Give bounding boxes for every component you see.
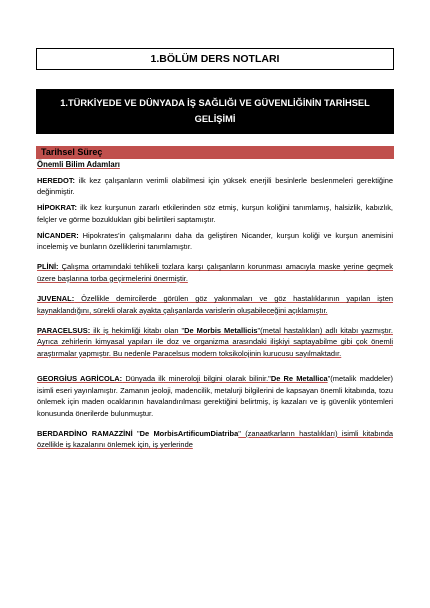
book-paracelsus: De Morbis Metallicis <box>184 326 258 336</box>
chapter-heading <box>36 89 394 134</box>
subsection-title: Önemli Bilim Adamları <box>37 160 120 169</box>
paragraph-ramazzini <box>37 428 393 451</box>
paragraph-paracelsus <box>37 325 393 359</box>
text-juvenal: Özellikle demircilerde görülen göz yakınmaları ve göz hastalıklarının yapılan işten kaynaklandığını, sürekli olarak ayakta çalışanlarda varislerin oluşabileceğini açıklamıştır. <box>37 294 393 315</box>
name-agricola: GEORGİUS AGRİCOLA: <box>37 374 123 384</box>
text-paracelsus-1: ilk iş hekimliği kitabı olan " <box>90 326 185 336</box>
book-ramazzini: De MorbisArtificumDiatriba <box>139 428 239 438</box>
paragraph-agricola <box>37 373 393 419</box>
name-paracelsus: PARACELSUS: <box>37 326 91 336</box>
text-agricola-2: "(metalik maddeler) isimli eseri yayınlamıştır. Zamanın jeoloji, madencilik, metalurji bilgilerini de kapsayan önemli kitabında, tozu önlemek için maden ocaklarının havalandırılması gerektiğini belirtmiş, iş kazaları ve iş güvenlik yöntemleri konusunda önerilerde bulunmuştur. <box>37 374 393 418</box>
chapter-heading-line-1: 1.TÜRKİYEDE VE DÜNYADA İŞ SAĞLIĞI VE GÜVENLİĞİNİN TARİHSEL <box>60 98 370 108</box>
name-heredot: HEREDOT: <box>37 176 76 185</box>
text-ramazzini-2: " (zanaatkarların hastalıkları) isimli kitabında özellikle iş kazalarını önlemek için, iş yerlerinde <box>37 428 393 450</box>
section-title: Tarihsel Süreç <box>36 146 394 159</box>
text-heredot: ilk kez çalışanların verimli olabilmesi için yüksek enerjili besinlerle beslenmeleri gerektiğine değinmiştir. <box>37 176 393 197</box>
name-juvenal: JUVENAL: <box>37 294 75 304</box>
text-hipokrat: ilk kez kurşunun zararlı etkilerinden söz etmiş, kurşun koliğini tanımlamış, halsizlik, kabızlık, felçler ve görme bozuklukları gibi belirtileri saptamıştır. <box>37 203 393 224</box>
chapter-heading-line-2: GELİŞİMİ <box>194 114 236 124</box>
paragraph-nicander <box>37 230 393 253</box>
name-hipokrat: HİPOKRAT: <box>37 203 77 213</box>
text-plini: Çalışma ortamındaki tehlikeli tozlara karşı çalışanların korunması amacıyla maske yerine geçmek üzere başlarına torba geçirmelerini önermiştir. <box>37 262 393 283</box>
page-title: 1.BÖLÜM DERS NOTLARI <box>36 48 394 70</box>
paragraph-plini <box>37 261 393 284</box>
paragraph-juvenal <box>37 293 393 316</box>
name-ramazzini: BERDARDİNO RAMAZZİNİ <box>37 428 133 438</box>
paragraph-heredot <box>37 175 393 198</box>
document-body <box>37 160 393 455</box>
text-agricola-1: Dünyada ilk mineroloji bilgini olarak bilinir." <box>122 374 271 384</box>
name-plini: PLİNİ: <box>37 262 59 272</box>
text-nicander: Hipokrates'in çalışmalarını daha da geliştiren Nicander, kurşun koliği ve kurşun anemisini incelemiş ve bunların özelliklerini tanımlamıştır. <box>37 230 393 252</box>
book-agricola: De Re Metallica <box>270 374 328 384</box>
text-paracelsus-2: "(metal hastalıkları) adlı kitabı yazmıştır. Ayrıca zehirlerin kimyasal yapıları ile doz ve organizma arasındaki ilişkiyi saptayabilme gibi çok önemli araştırmalar yapmıştır. Bu nedenle Paracelsus modern toksikolojinin kurucusu sayılmaktadır. <box>37 326 393 358</box>
paragraph-hipokrat <box>37 202 393 225</box>
text-ramazzini-1: " <box>132 428 140 438</box>
name-nicander: NİCANDER: <box>37 230 79 240</box>
